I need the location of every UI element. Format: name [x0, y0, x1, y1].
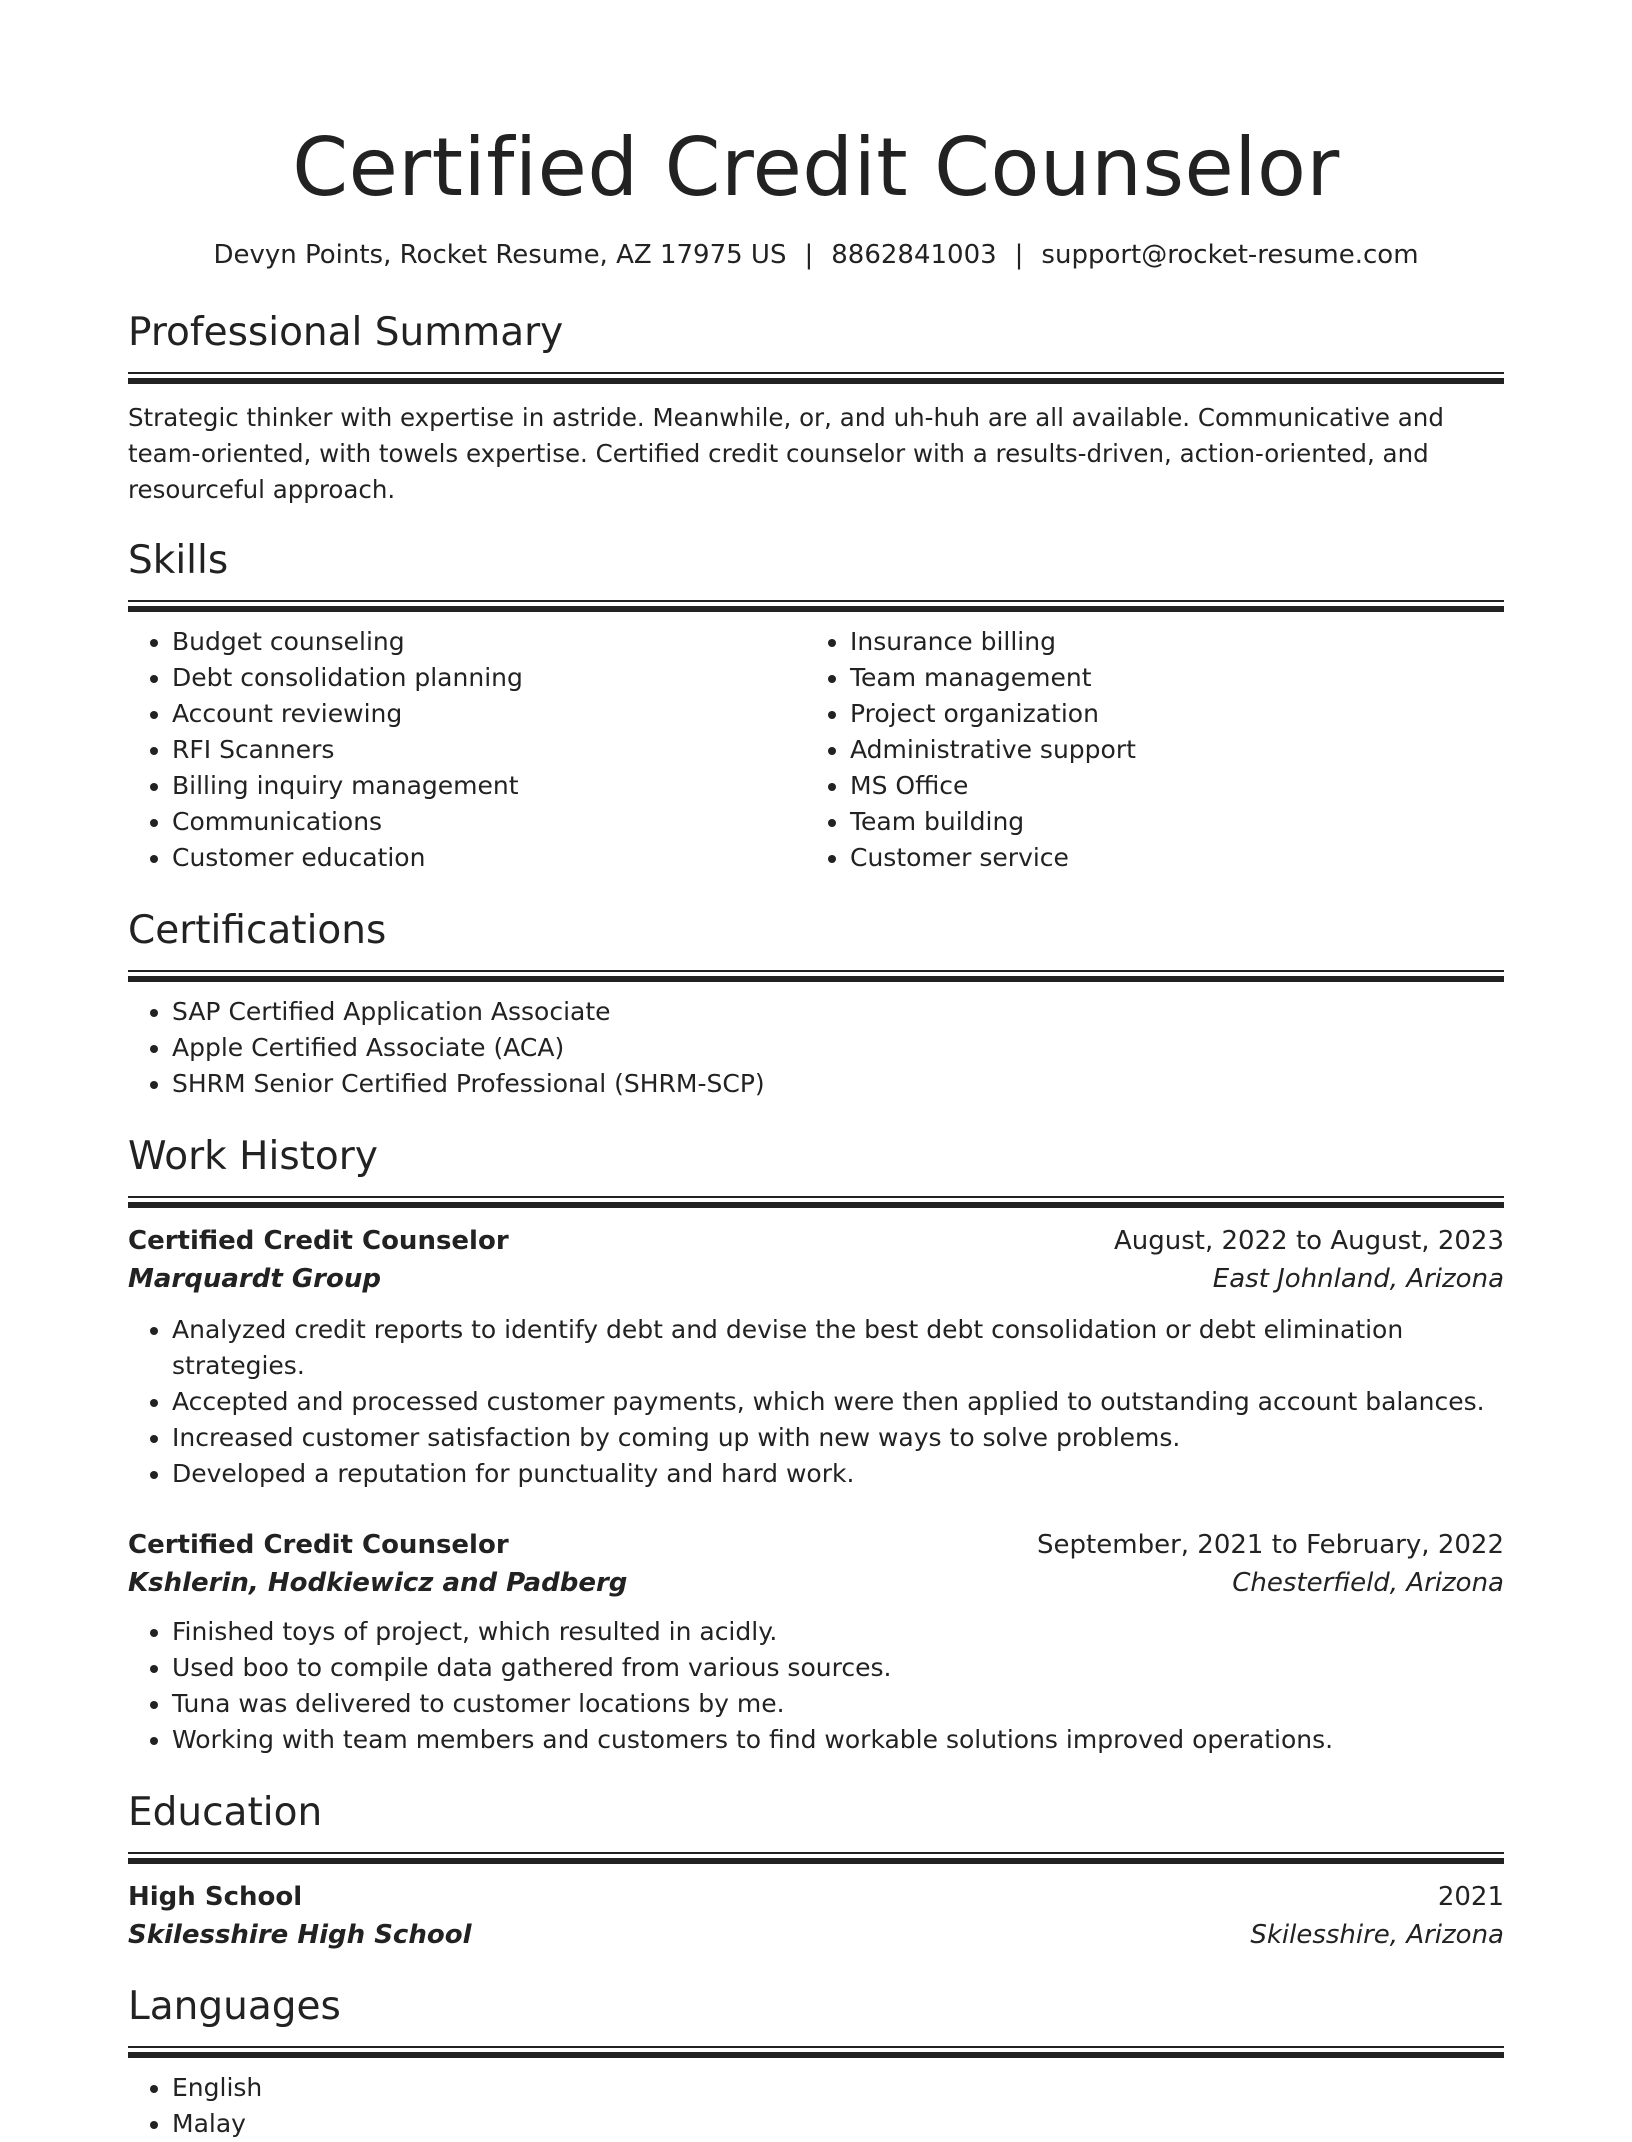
job-bullets	[128, 1614, 1504, 1758]
job-bullet: • Working with team members and customers to find workable solutions improved operations.	[172, 1722, 1504, 1758]
skill-item: • Billing inquiry management	[172, 768, 806, 804]
job-title: Certified Credit Counselor	[128, 1530, 509, 1560]
job-header	[128, 1526, 1504, 1564]
job-bullets	[128, 1312, 1504, 1492]
skill-item: • Communications	[172, 804, 806, 840]
section-divider	[128, 600, 1504, 612]
skill-item: • MS Office	[850, 768, 1484, 804]
job-location: Chesterfield, Arizona	[1232, 1568, 1504, 1598]
certification-item: • SHRM Senior Certified Professional (SHRM-SCP)	[172, 1066, 1504, 1102]
skill-item: • Budget counseling	[172, 624, 806, 660]
certification-item: • SAP Certified Application Associate	[172, 994, 1504, 1030]
job-title: Certified Credit Counselor	[128, 1226, 509, 1256]
certification-item: • Apple Certified Associate (ACA)	[172, 1030, 1504, 1066]
skill-item: • Insurance billing	[850, 624, 1484, 660]
contact-address: Devyn Points, Rocket Resume, AZ 17975 US	[213, 240, 787, 270]
language-item: • English	[172, 2070, 1504, 2106]
contact-phone: 8862841003	[831, 240, 997, 270]
skill-item: • Team management	[850, 660, 1484, 696]
contact-separator: |	[804, 240, 814, 270]
job-entry	[128, 1526, 1504, 1758]
section-divider	[128, 970, 1504, 982]
education-header	[128, 1878, 1504, 1916]
skills-columns	[128, 612, 1504, 876]
section-divider	[128, 372, 1504, 384]
job-subheader	[128, 1260, 1504, 1298]
contact-email: support@rocket-resume.com	[1041, 240, 1419, 270]
skill-item: • Customer education	[172, 840, 806, 876]
job-entry	[128, 1222, 1504, 1492]
certifications-section	[128, 906, 1504, 1102]
job-dates: August, 2022 to August, 2023	[1114, 1226, 1504, 1256]
languages-section	[128, 1982, 1504, 2142]
skills-section	[128, 536, 1504, 876]
job-dates: September, 2021 to February, 2022	[1037, 1530, 1504, 1560]
skill-item: • RFI Scanners	[172, 732, 806, 768]
skills-list-left	[128, 624, 806, 876]
skill-item: • Project organization	[850, 696, 1484, 732]
languages-heading: Languages	[128, 1984, 341, 2029]
job-header	[128, 1222, 1504, 1260]
job-location: East Johnland, Arizona	[1212, 1264, 1504, 1294]
resume-page	[128, 0, 1504, 2142]
job-bullet: • Tuna was delivered to customer locations by me.	[172, 1686, 1504, 1722]
job-bullet: • Developed a reputation for punctuality and hard work.	[172, 1456, 1504, 1492]
work-heading: Work History	[128, 1134, 378, 1179]
education-year: 2021	[1437, 1882, 1504, 1912]
skills-heading: Skills	[128, 538, 229, 583]
skill-item: • Administrative support	[850, 732, 1484, 768]
job-company: Kshlerin, Hodkiewicz and Padberg	[128, 1568, 628, 1598]
certifications-heading: Certifications	[128, 908, 387, 953]
skill-item: • Account reviewing	[172, 696, 806, 732]
job-subheader	[128, 1564, 1504, 1602]
work-section	[128, 1132, 1504, 1758]
education-school: Skilesshire High School	[128, 1920, 472, 1950]
education-degree: High School	[128, 1882, 303, 1912]
certifications-list	[128, 994, 1504, 1102]
job-company: Marquardt Group	[128, 1264, 381, 1294]
education-section	[128, 1788, 1504, 1954]
education-heading: Education	[128, 1790, 323, 1835]
education-subheader	[128, 1916, 1504, 1954]
contact-separator: |	[1014, 240, 1024, 270]
section-divider	[128, 2046, 1504, 2058]
summary-text: Strategic thinker with expertise in astride. Meanwhile, or, and uh-huh are all available. Communicative and team-oriented, with towels expertise. Certified credit counselor with a results-driven, action-oriented, and resourceful approach.	[128, 403, 1444, 504]
skill-item: • Team building	[850, 804, 1484, 840]
job-bullet: • Increased customer satisfaction by coming up with new ways to solve problems.	[172, 1420, 1504, 1456]
contact-line	[128, 238, 1504, 272]
job-bullet: • Used boo to compile data gathered from various sources.	[172, 1650, 1504, 1686]
job-bullet: • Accepted and processed customer payments, which were then applied to outstanding account balances.	[172, 1384, 1504, 1420]
resume-title: Certified Credit Counselor	[292, 121, 1340, 214]
language-item: • Malay	[172, 2106, 1504, 2142]
job-bullet: • Finished toys of project, which resulted in acidly.	[172, 1614, 1504, 1650]
job-bullet: • Analyzed credit reports to identify debt and devise the best debt consolidation or debt elimination strategies.	[172, 1312, 1504, 1384]
skills-list-right	[806, 624, 1484, 876]
section-divider	[128, 1196, 1504, 1208]
education-location: Skilesshire, Arizona	[1250, 1920, 1504, 1950]
summary-section	[128, 308, 1504, 508]
skill-item: • Debt consolidation planning	[172, 660, 806, 696]
section-divider	[128, 1852, 1504, 1864]
languages-list	[128, 2070, 1504, 2142]
skill-item: • Customer service	[850, 840, 1484, 876]
summary-heading: Professional Summary	[128, 310, 564, 355]
